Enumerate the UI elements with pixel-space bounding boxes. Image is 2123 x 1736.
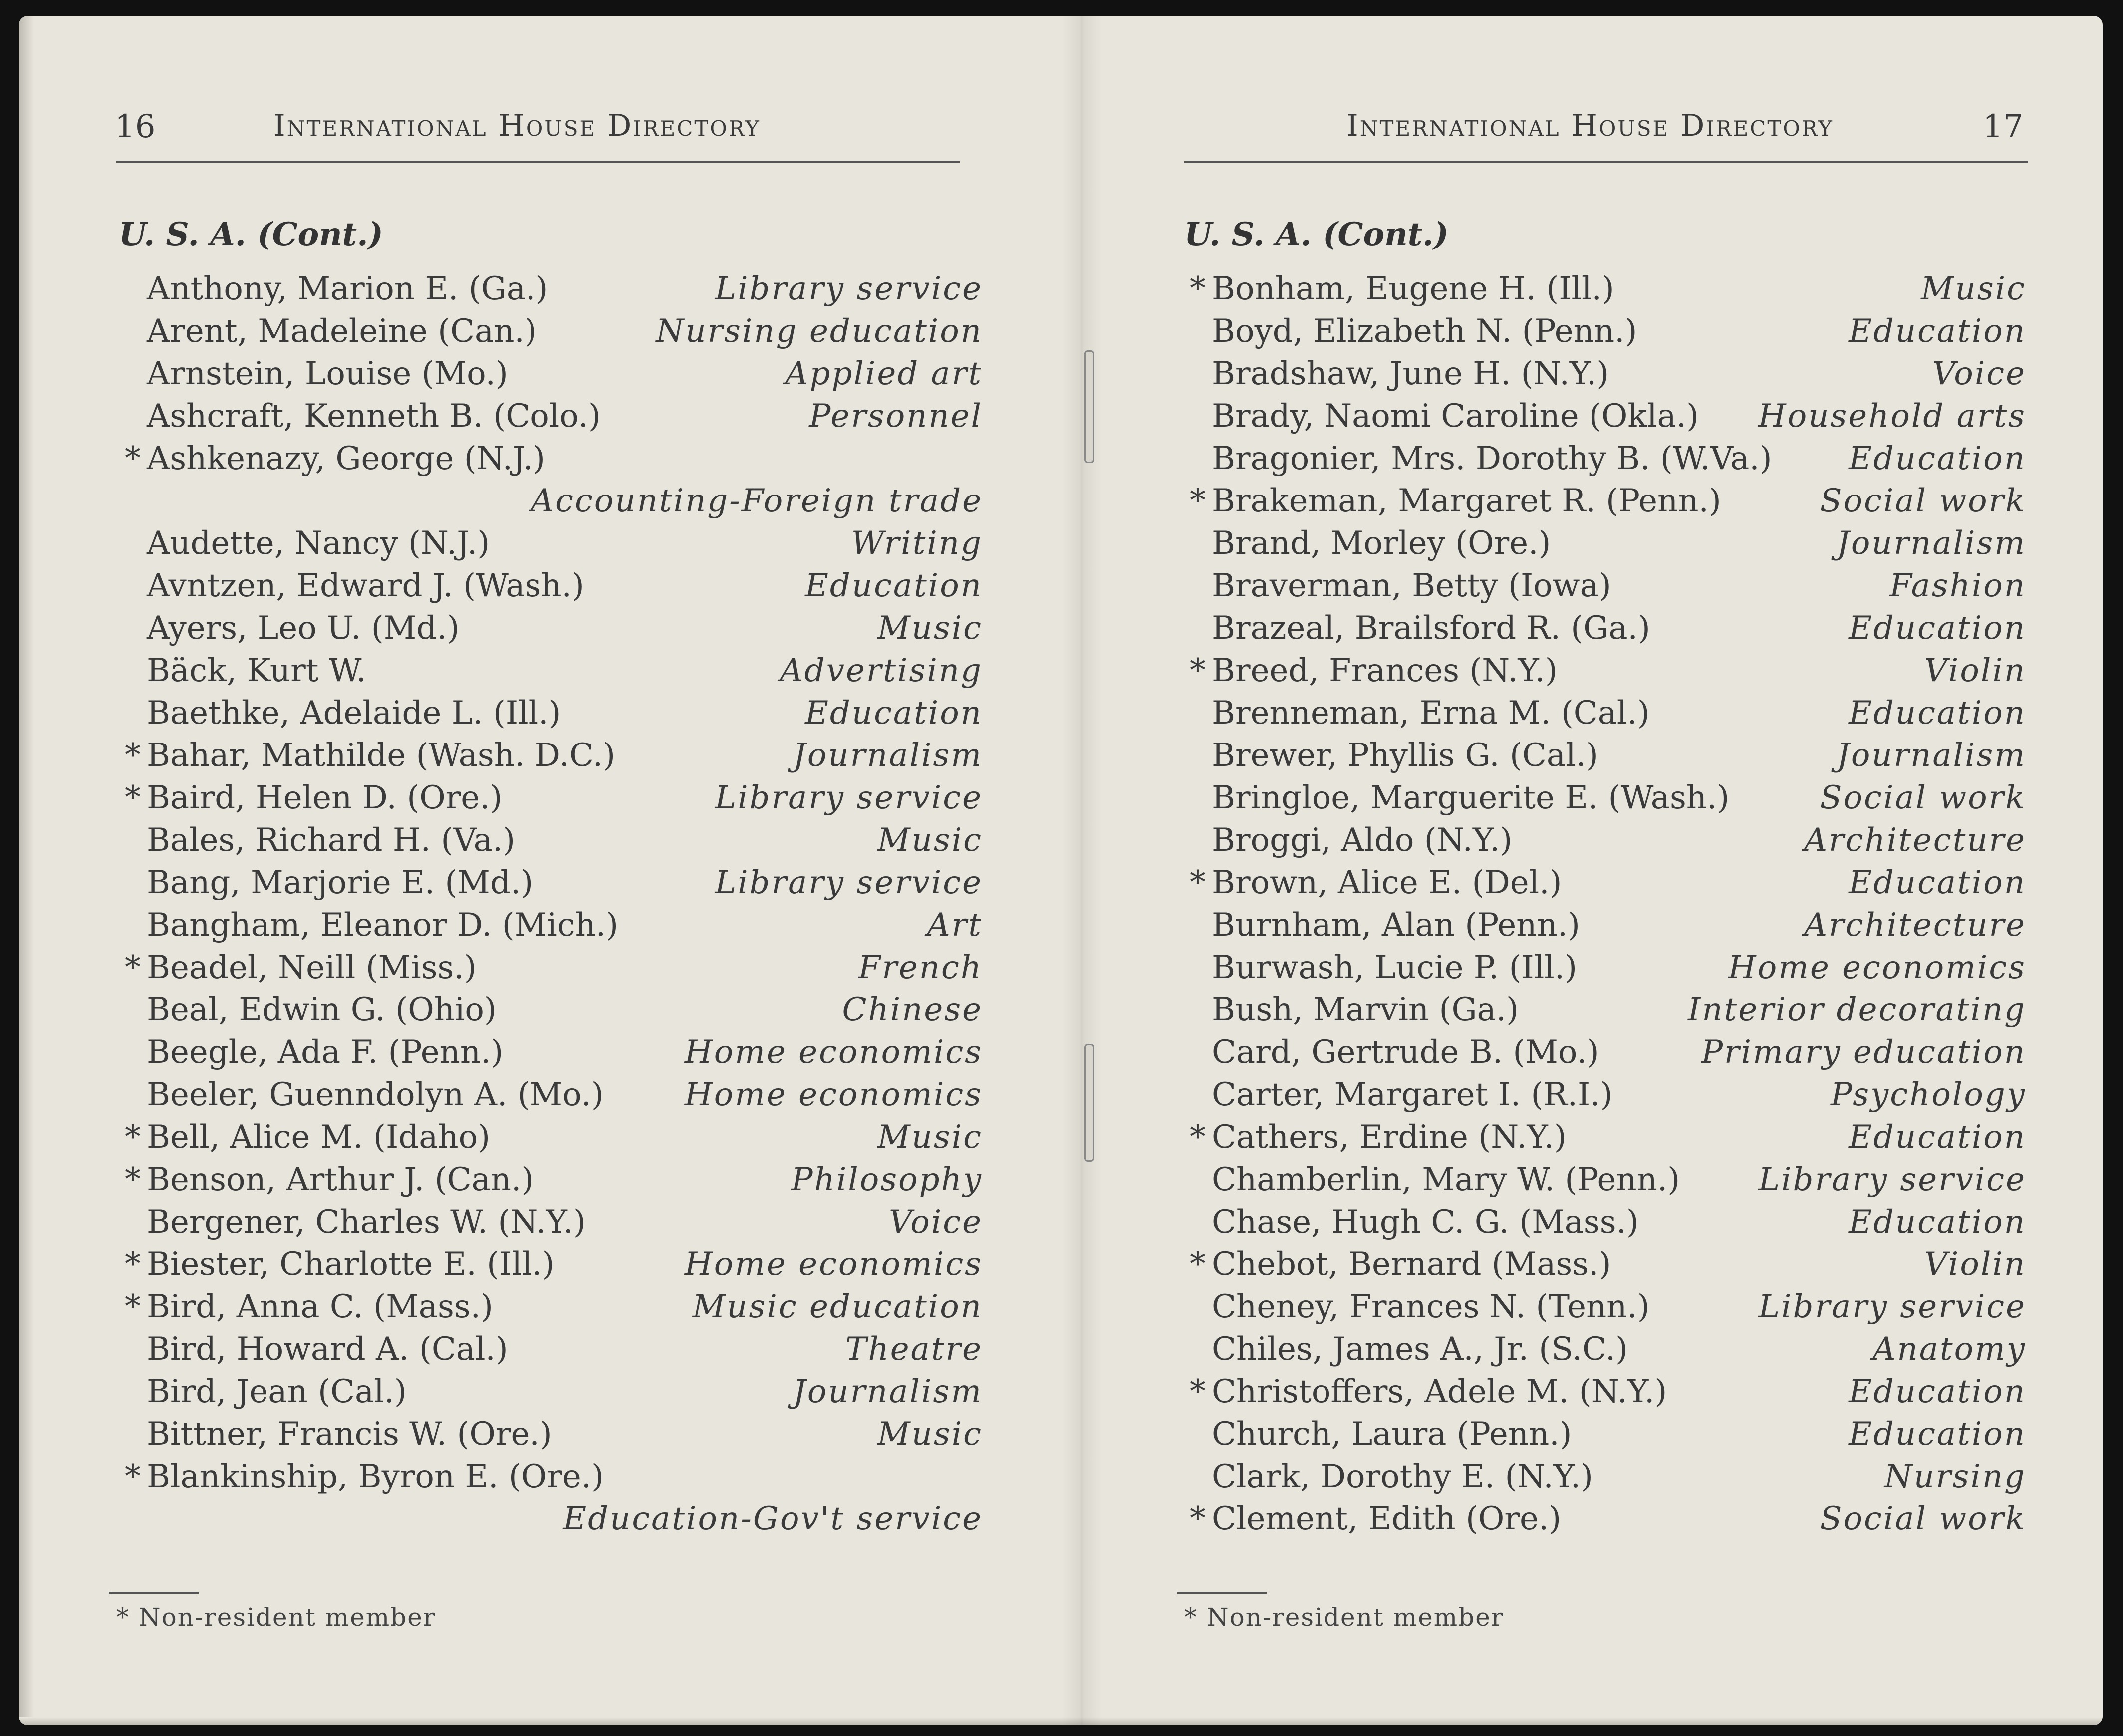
directory-entry	[1212, 735, 2026, 777]
directory-entry	[147, 862, 983, 904]
member-name-text: Boyd, Elizabeth N. (Penn.)	[1212, 313, 1637, 350]
directory-entry	[147, 1031, 983, 1074]
member-name-text: Brenneman, Erna M. (Cal.)	[1212, 695, 1650, 732]
member-name	[125, 1116, 491, 1159]
directory-entry	[1212, 565, 2026, 607]
directory-entry	[125, 1286, 983, 1328]
field-of-study: Music	[877, 1416, 983, 1453]
non-resident-marker: *	[1190, 1373, 1206, 1410]
directory-entry	[147, 989, 983, 1031]
field-of-study: Music	[877, 1119, 983, 1156]
member-name-text: Arent, Madeleine (Can.)	[147, 313, 537, 350]
member-name	[1212, 1159, 1680, 1201]
member-name-text: Biester, Charlotte E. (Ill.)	[147, 1246, 555, 1283]
member-name	[147, 1413, 552, 1456]
directory-entry	[125, 777, 983, 819]
running-head: International House Directory	[273, 108, 761, 143]
header-rule	[1184, 161, 2028, 163]
section-heading: U. S. A. (Cont.)	[1184, 216, 1449, 253]
member-name-text: Anthony, Marion E. (Ga.)	[147, 270, 548, 307]
member-name-text: Bonham, Eugene H. (Ill.)	[1212, 270, 1614, 307]
member-name	[147, 1074, 604, 1116]
member-name	[1212, 395, 1699, 438]
member-name	[1212, 735, 1598, 777]
member-name	[125, 1456, 604, 1498]
directory-entry	[1212, 989, 2026, 1031]
member-name-text: Bang, Marjorie E. (Md.)	[147, 864, 533, 901]
member-name-text: Christoffers, Adele M. (N.Y.)	[1212, 1373, 1667, 1410]
member-name	[1212, 522, 1551, 565]
footnote-rule	[109, 1592, 199, 1594]
field-of-study: Library service	[715, 270, 983, 307]
field-of-study: Voice	[1932, 355, 2026, 392]
directory-entry	[1212, 522, 2026, 565]
field-of-study: Voice	[888, 1204, 983, 1240]
member-name-text: Brady, Naomi Caroline (Okla.)	[1212, 398, 1699, 435]
directory-entry	[125, 1159, 983, 1201]
directory-entry	[147, 353, 983, 395]
member-name	[147, 819, 515, 862]
member-name	[1212, 353, 1609, 395]
member-name-text: Bittner, Francis W. (Ore.)	[147, 1416, 552, 1453]
non-resident-marker: *	[1190, 652, 1206, 689]
member-name	[147, 353, 508, 395]
member-name-text: Chebot, Bernard (Mass.)	[1212, 1246, 1611, 1283]
field-of-study: Education	[1849, 695, 2026, 732]
member-name-text: Clark, Dorothy E. (N.Y.)	[1212, 1458, 1593, 1495]
footnote-rule	[1177, 1592, 1267, 1594]
field-of-study: Fashion	[1889, 567, 2026, 604]
directory-entry	[147, 650, 983, 692]
member-name-text: Broggi, Aldo (N.Y.)	[1212, 822, 1513, 859]
member-name-text: Bergener, Charles W. (N.Y.)	[147, 1204, 586, 1240]
member-name-text: Card, Gertrude B. (Mo.)	[1212, 1034, 1599, 1071]
field-of-study: Library service	[715, 864, 983, 901]
directory-entry	[1212, 947, 2026, 989]
non-resident-marker: *	[125, 440, 141, 477]
directory-entry	[147, 565, 983, 607]
member-name	[147, 692, 561, 735]
member-name	[1212, 1413, 1572, 1456]
member-name	[147, 650, 366, 692]
directory-entry	[1212, 1159, 2026, 1201]
member-name	[1190, 650, 1558, 692]
field-of-study: Applied art	[785, 355, 983, 392]
member-name	[1212, 1031, 1599, 1074]
member-name	[147, 565, 584, 607]
directory-entry	[1212, 395, 2026, 438]
non-resident-marker: *	[1190, 864, 1206, 901]
directory-entry	[1190, 1371, 2026, 1413]
member-name-text: Clement, Edith (Ore.)	[1212, 1500, 1562, 1537]
member-name	[147, 862, 533, 904]
member-name-text: Bush, Marvin (Ga.)	[1212, 992, 1519, 1028]
member-name-text: Beadel, Neill (Miss.)	[147, 949, 477, 986]
field-of-study: Journalism	[793, 1373, 983, 1410]
member-name-text: Chamberlin, Mary W. (Penn.)	[1212, 1161, 1680, 1198]
directory-entry	[147, 1371, 983, 1413]
member-name	[1212, 565, 1611, 607]
member-name	[125, 1159, 534, 1201]
member-name	[1212, 310, 1637, 353]
field-of-study: Theatre	[845, 1331, 983, 1368]
directory-entry	[147, 692, 983, 735]
member-name-text: Baird, Helen D. (Ore.)	[147, 779, 503, 816]
member-name-text: Bell, Alice M. (Idaho)	[147, 1119, 491, 1156]
field-of-study: Journalism	[1837, 737, 2026, 774]
member-name	[1212, 989, 1519, 1031]
directory-entry	[1212, 819, 2026, 862]
member-name	[125, 947, 477, 989]
field-of-study: Education	[1849, 864, 2026, 901]
member-name	[125, 735, 616, 777]
member-name	[1212, 1456, 1593, 1498]
member-name-text: Brewer, Phyllis G. (Cal.)	[1212, 737, 1598, 774]
member-name-text: Avntzen, Edward J. (Wash.)	[147, 567, 584, 604]
member-name-text: Ashcraft, Kenneth B. (Colo.)	[147, 398, 601, 435]
field-of-study: Art	[927, 907, 983, 944]
member-name-text: Burnham, Alan (Penn.)	[1212, 907, 1580, 944]
member-name-text: Burwash, Lucie P. (Ill.)	[1212, 949, 1578, 986]
member-name-text: Brakeman, Margaret R. (Penn.)	[1212, 483, 1721, 519]
field-of-study: Library service	[1758, 1288, 2026, 1325]
member-name	[1212, 777, 1729, 819]
non-resident-marker: *	[125, 1119, 141, 1156]
page-number: 16	[115, 108, 156, 145]
field-of-study: Household arts	[1758, 398, 2026, 435]
non-resident-marker: *	[1190, 483, 1206, 519]
directory-entry	[147, 819, 983, 862]
member-name-text: Bird, Jean (Cal.)	[147, 1373, 407, 1410]
member-name-text: Cheney, Frances N. (Tenn.)	[1212, 1288, 1650, 1325]
field-of-study: Education	[1849, 1119, 2026, 1156]
member-name	[1190, 268, 1614, 310]
field-of-study: Education	[805, 567, 983, 604]
field-of-study: Nursing	[1884, 1458, 2026, 1495]
non-resident-marker: *	[125, 1288, 141, 1325]
field-of-study: Library service	[1758, 1161, 2026, 1198]
member-name	[147, 395, 601, 438]
member-name	[125, 1286, 493, 1328]
directory-entry	[147, 522, 983, 565]
directory-entry	[1190, 1498, 2026, 1540]
member-name	[1190, 1243, 1611, 1286]
directory-entry	[1212, 777, 2026, 819]
directory-entry	[1190, 1116, 2026, 1159]
non-resident-marker: *	[125, 1161, 141, 1198]
directory-entry	[147, 1413, 983, 1456]
member-name	[147, 1328, 508, 1371]
directory-entry	[147, 1328, 983, 1371]
directory-entry	[147, 310, 983, 353]
running-head: International House Directory	[1346, 108, 1834, 143]
footnote: * Non-resident member	[1184, 1603, 1504, 1632]
member-name-text: Bradshaw, June H. (N.Y.)	[1212, 355, 1609, 392]
directory-entry	[125, 438, 983, 522]
member-name	[1212, 819, 1512, 862]
footnote: * Non-resident member	[116, 1603, 436, 1632]
field-of-study: Home economics	[1728, 949, 2026, 986]
directory-entry	[1212, 1328, 2026, 1371]
member-name	[147, 1371, 407, 1413]
directory-entry	[1212, 607, 2026, 650]
member-name-text: Bangham, Eleanor D. (Mich.)	[147, 907, 619, 944]
field-of-study: Social work	[1820, 779, 2026, 816]
member-name	[147, 989, 497, 1031]
member-name	[125, 777, 503, 819]
member-name	[1190, 480, 1721, 522]
field-of-study: Education	[1849, 1373, 2026, 1410]
field-of-study: Education	[1849, 1204, 2026, 1240]
member-name-text: Bragonier, Mrs. Dorothy B. (W.Va.)	[1212, 440, 1772, 477]
directory-entry	[1190, 1243, 2026, 1286]
field-of-study: Music education	[692, 1288, 983, 1325]
field-of-study: Home economics	[684, 1076, 983, 1113]
non-resident-marker: *	[1190, 270, 1206, 307]
field-of-study: Education-Gov't service	[563, 1500, 983, 1537]
member-name	[1212, 1286, 1650, 1328]
directory-entry	[125, 1456, 983, 1540]
directory-entry	[147, 904, 983, 947]
directory-entry	[1212, 1286, 2026, 1328]
field-of-study: Library service	[715, 779, 983, 816]
member-name	[125, 438, 545, 480]
member-name-text: Beeler, Guenndolyn A. (Mo.)	[147, 1076, 604, 1113]
member-name-text: Ashkenazy, George (N.J.)	[147, 440, 545, 477]
field-of-study: Education	[1849, 1416, 2026, 1453]
directory-entry	[1190, 862, 2026, 904]
field-of-study: Primary education	[1701, 1034, 2026, 1071]
open-book	[19, 16, 2103, 1725]
directory-list	[125, 268, 983, 1540]
member-name-text: Chase, Hugh C. G. (Mass.)	[1212, 1204, 1639, 1240]
non-resident-marker: *	[1190, 1119, 1206, 1156]
page-number: 17	[1983, 108, 2024, 145]
field-of-study: Education	[1849, 610, 2026, 647]
member-name	[147, 1031, 503, 1074]
directory-entry	[125, 947, 983, 989]
member-name	[1212, 438, 1772, 480]
field-of-study: Anatomy	[1872, 1331, 2026, 1368]
directory-entry	[1212, 438, 2026, 480]
field-of-study: Chinese	[842, 992, 983, 1028]
field-of-study: Music	[877, 822, 983, 859]
member-name-text: Audette, Nancy (N.J.)	[147, 525, 490, 562]
non-resident-marker: *	[125, 779, 141, 816]
member-name-text: Brand, Morley (Ore.)	[1212, 525, 1551, 562]
member-name-text: Brazeal, Brailsford R. (Ga.)	[1212, 610, 1650, 647]
field-of-study: Violin	[1924, 652, 2026, 689]
directory-entry	[1212, 310, 2026, 353]
directory-entry	[147, 268, 983, 310]
member-name-text: Church, Laura (Penn.)	[1212, 1416, 1572, 1453]
member-name-text: Beegle, Ada F. (Penn.)	[147, 1034, 504, 1071]
non-resident-marker: *	[125, 1458, 141, 1495]
member-name	[147, 268, 548, 310]
field-of-study: Journalism	[1837, 525, 2026, 562]
field-of-study: Nursing education	[656, 313, 983, 350]
directory-entry	[1190, 650, 2026, 692]
member-name	[147, 1201, 586, 1243]
field-of-study: Music	[1921, 270, 2026, 307]
member-name	[1212, 947, 1577, 989]
field-of-study: Philosophy	[791, 1161, 983, 1198]
field-of-study: Social work	[1820, 1500, 2026, 1537]
field-of-study: Education	[1849, 313, 2026, 350]
field-of-study: Journalism	[793, 737, 983, 774]
member-name	[1190, 1116, 1567, 1159]
field-of-study: Writing	[851, 525, 983, 562]
member-name	[1212, 692, 1650, 735]
field-of-study: Social work	[1820, 483, 2026, 519]
field-of-study: Psychology	[1830, 1076, 2026, 1113]
field-of-study: Music	[877, 610, 983, 647]
field-of-study: Education	[805, 695, 983, 732]
member-name-text: Baethke, Adelaide L. (Ill.)	[147, 695, 561, 732]
member-name-text: Arnstein, Louise (Mo.)	[147, 355, 508, 392]
field-of-study: Education	[1849, 440, 2026, 477]
member-name	[1212, 1328, 1628, 1371]
field-of-study: Advertising	[780, 652, 983, 689]
member-name-text: Cathers, Erdine (N.Y.)	[1212, 1119, 1567, 1156]
directory-entry	[1212, 1074, 2026, 1116]
directory-entry	[1212, 1201, 2026, 1243]
field-of-study: Home economics	[684, 1246, 983, 1283]
non-resident-marker: *	[125, 737, 141, 774]
member-name-text: Beal, Edwin G. (Ohio)	[147, 992, 497, 1028]
directory-entry	[1212, 904, 2026, 947]
member-name	[1212, 1074, 1613, 1116]
field-of-study: Interior decorating	[1688, 992, 2026, 1028]
directory-entry	[125, 1116, 983, 1159]
member-name-text: Bahar, Mathilde (Wash. D.C.)	[147, 737, 616, 774]
member-name-text: Chiles, James A., Jr. (S.C.)	[1212, 1331, 1628, 1368]
member-name	[147, 607, 460, 650]
member-name-text: Ayers, Leo U. (Md.)	[147, 610, 460, 647]
non-resident-marker: *	[125, 1246, 141, 1283]
directory-list	[1190, 268, 2026, 1540]
member-name-text: Benson, Arthur J. (Can.)	[147, 1161, 534, 1198]
directory-entry	[125, 735, 983, 777]
header-rule	[116, 161, 960, 163]
member-name-text: Carter, Margaret I. (R.I.)	[1212, 1076, 1613, 1113]
member-name-text: Bird, Howard A. (Cal.)	[147, 1331, 508, 1368]
non-resident-marker: *	[1190, 1500, 1206, 1537]
directory-entry	[147, 395, 983, 438]
field-of-study: Architecture	[1804, 822, 2026, 859]
directory-entry	[147, 1201, 983, 1243]
non-resident-marker: *	[1190, 1246, 1206, 1283]
member-name-text: Bird, Anna C. (Mass.)	[147, 1288, 493, 1325]
member-name-text: Brown, Alice E. (Del.)	[1212, 864, 1562, 901]
directory-entry	[1190, 480, 2026, 522]
member-name-text: Bales, Richard H. (Va.)	[147, 822, 516, 859]
directory-entry	[1212, 353, 2026, 395]
member-name-text: Blankinship, Byron E. (Ore.)	[147, 1458, 604, 1495]
right-page	[1062, 16, 2103, 1725]
member-name-text: Breed, Frances (N.Y.)	[1212, 652, 1558, 689]
directory-entry	[147, 607, 983, 650]
member-name	[1212, 607, 1650, 650]
directory-entry	[125, 1243, 983, 1286]
member-name	[1212, 1201, 1639, 1243]
member-name-text: Braverman, Betty (Iowa)	[1212, 567, 1611, 604]
directory-entry	[1212, 1456, 2026, 1498]
field-of-study: Home economics	[684, 1034, 983, 1071]
section-heading: U. S. A. (Cont.)	[119, 216, 383, 253]
left-page	[19, 16, 1062, 1725]
member-name	[1190, 1498, 1562, 1540]
member-name	[147, 904, 618, 947]
member-name	[147, 310, 537, 353]
directory-entry	[147, 1074, 983, 1116]
non-resident-marker: *	[125, 949, 141, 986]
field-of-study: Personnel	[809, 398, 983, 435]
directory-entry	[1190, 268, 2026, 310]
field-of-study: Accounting-Foreign trade	[531, 483, 983, 519]
member-name	[147, 522, 490, 565]
directory-entry	[1212, 1413, 2026, 1456]
directory-entry	[1212, 1031, 2026, 1074]
member-name-text: Bäck, Kurt W.	[147, 652, 366, 689]
member-name	[125, 1243, 555, 1286]
field-of-study: French	[858, 949, 983, 986]
directory-entry	[1212, 692, 2026, 735]
member-name	[1212, 904, 1580, 947]
field-of-study: Violin	[1924, 1246, 2026, 1283]
member-name	[1190, 1371, 1667, 1413]
field-of-study: Architecture	[1804, 907, 2026, 944]
member-name	[1190, 862, 1562, 904]
member-name-text: Bringloe, Marguerite E. (Wash.)	[1212, 779, 1730, 816]
